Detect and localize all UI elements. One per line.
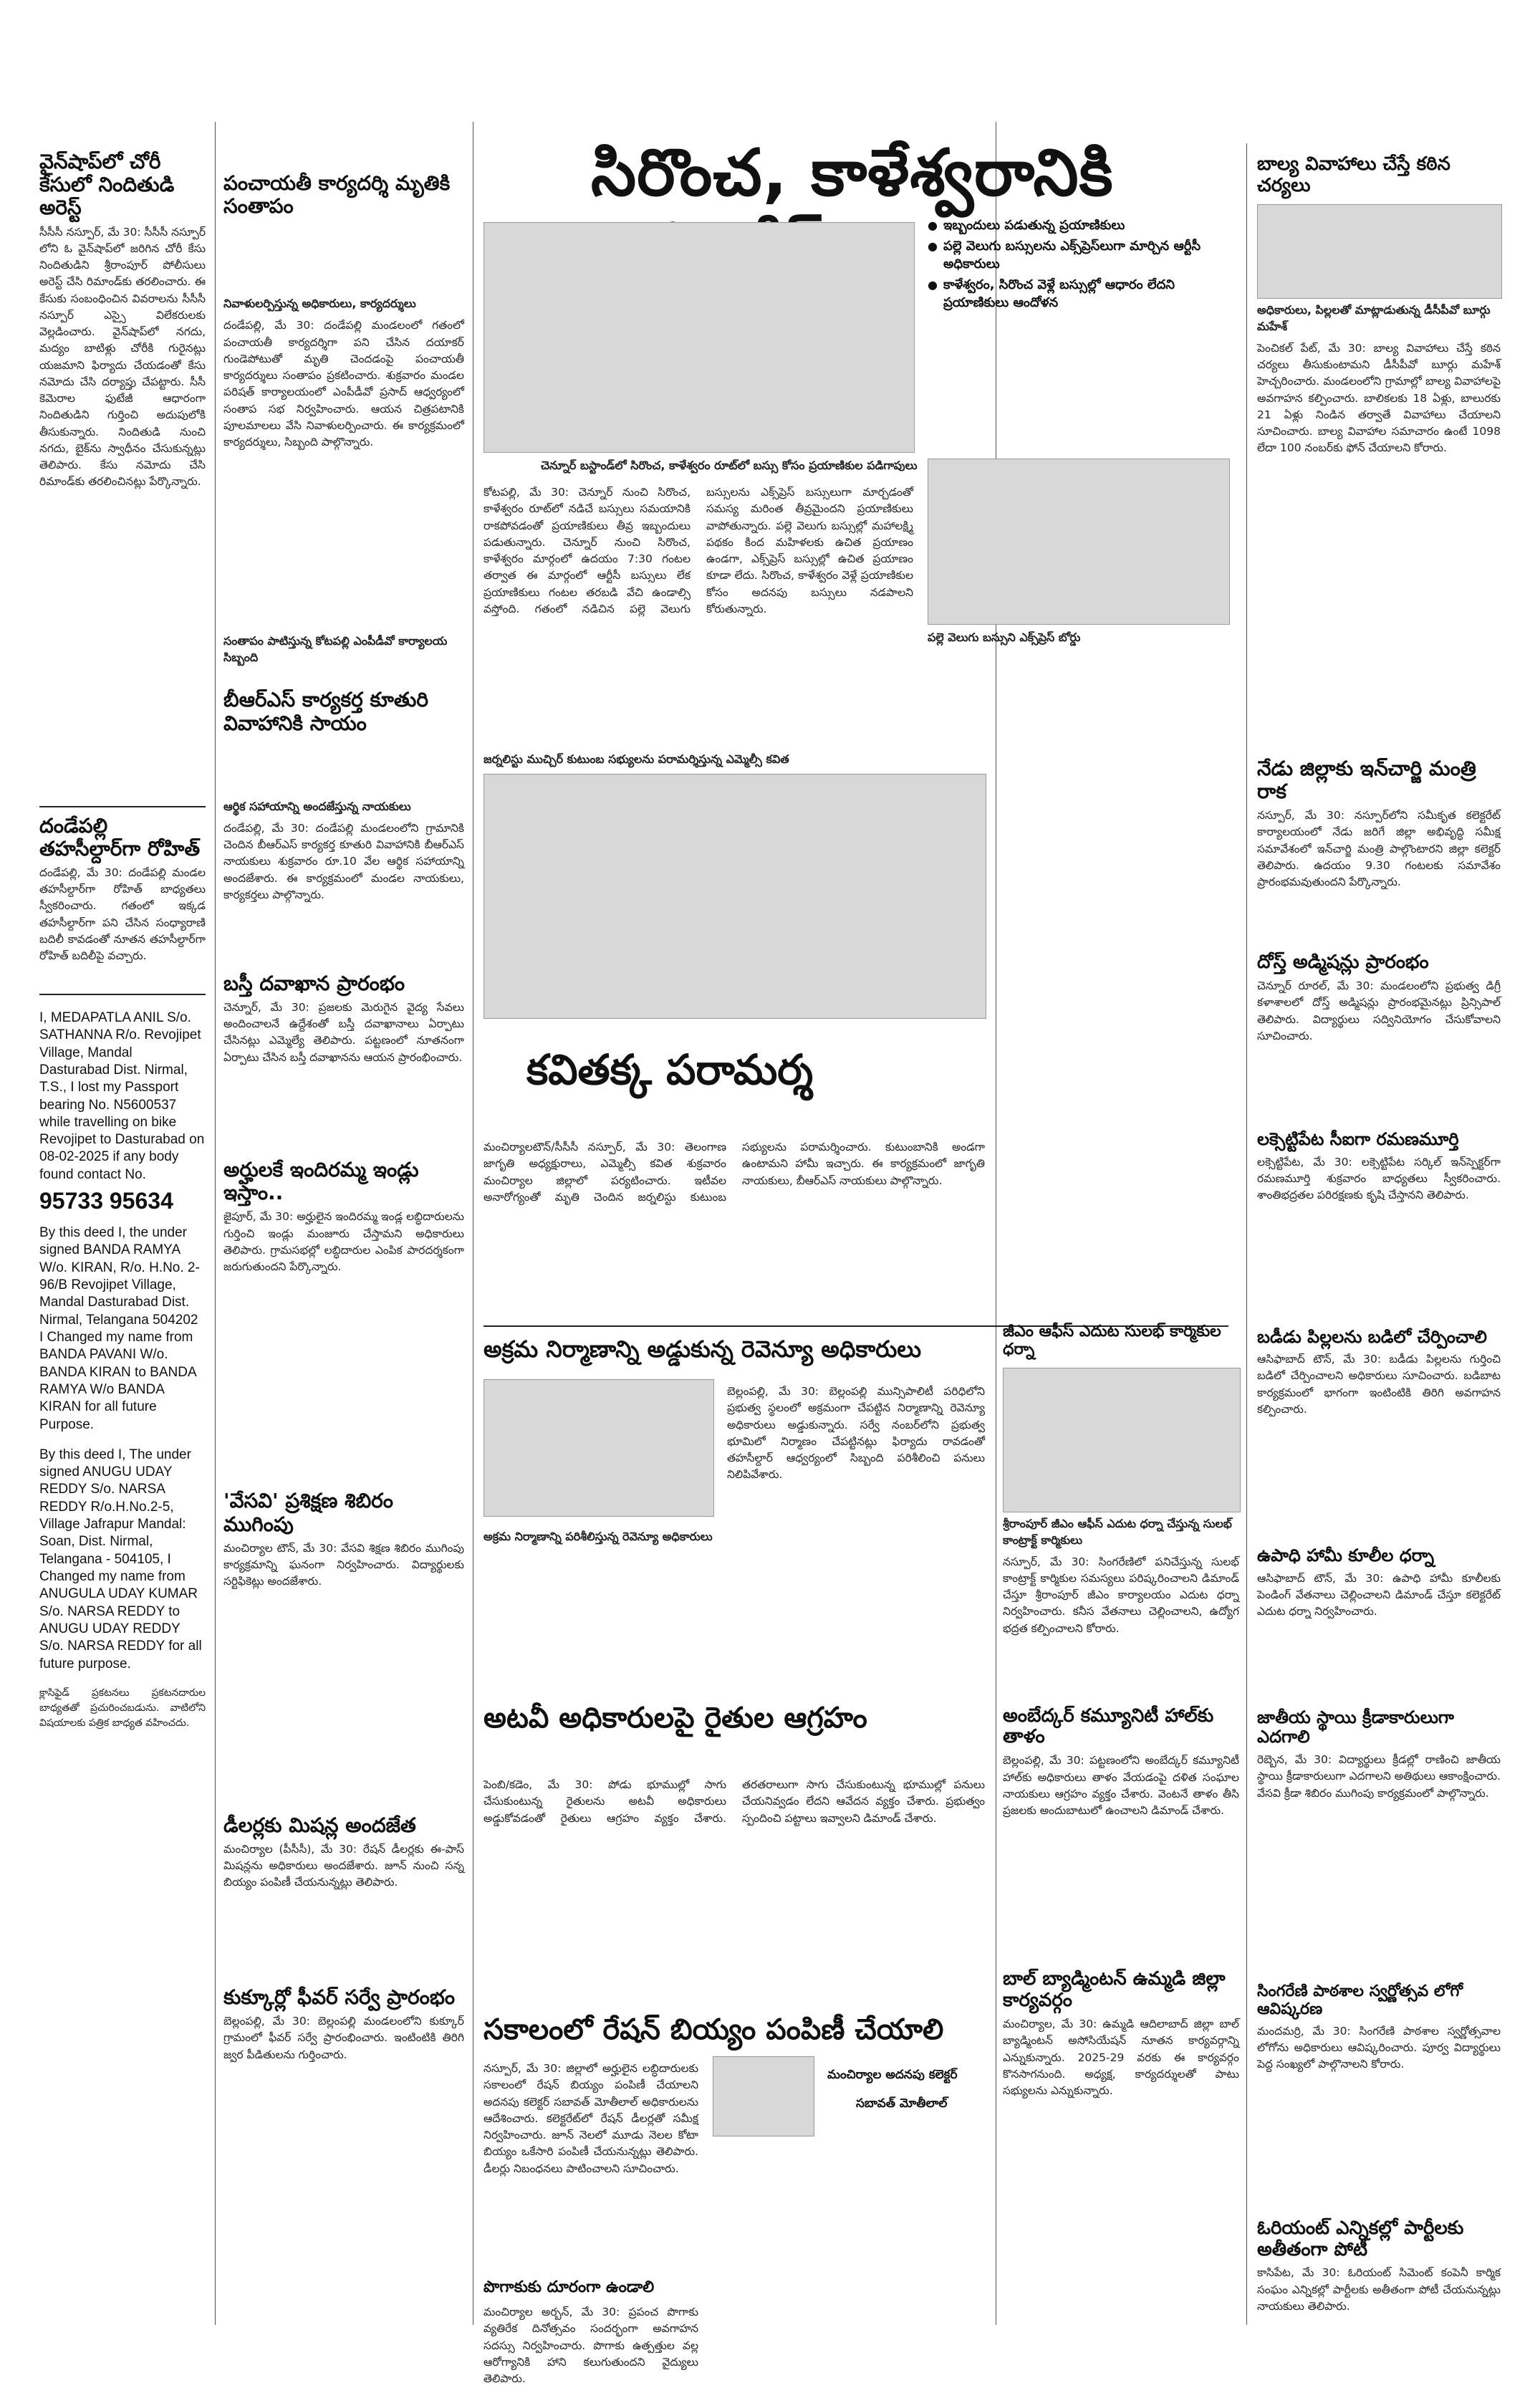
article-body bbox=[928, 656, 1228, 742]
article-body: మంచిర్యాల అర్బన్, మే 30: ప్రపంచ పొగాకు వ్యతిరేక దినోత్సవం సందర్భంగా అవగాహన సదస్సు నిర్వహించారు. పొగాకు ఉత్పత్తుల వల్ల ఆరోగ్యానికి హాని కలుగుతుందని వైద్యులు తెలిపారు. bbox=[483, 2306, 698, 2385]
kavitha-story-body bbox=[483, 1139, 985, 1318]
headline-sulabh-dharna: జీఎం ఆఫీస్ ఎదుట సులభ్ కార్మికుల ధర్నా bbox=[1003, 1323, 1221, 1359]
article-body: దండేపల్లి, మే 30: దండేపల్లి మండలంలోని గ్రామానికి చెందిన బీఆర్ఎస్ కార్యకర్త కూతురి వివాహానికి బీఆర్ఎస్ నాయకులు శుక్రవారం రూ.10 వేల ఆర్థిక సహాయాన్ని అందజేశారు. ఈ కార్యక్రమంలో మండల నాయకులు, కార్యకర్తలు పాల్గొన్నారు. bbox=[223, 821, 464, 901]
headline-ration-rice: సకాలంలో రేషన్ బియ్యం పంపిణీ చేయాలి bbox=[483, 2013, 944, 2046]
article-body: బెల్లంపల్లి, మే 30: పట్టణంలోని అంబేద్కర్ కమ్యూనిటీ హాల్‌కు అధికారులు తాళం వేయడంపై దళిత సంఘాల నాయకులు ఆగ్రహం వ్యక్తం చేశారు. వెంటనే తాళం తీసి ప్రజలకు అందుబాటులో ఉంచాలని డిమాండ్ చేశారు. bbox=[1003, 1754, 1239, 1818]
bullet-icon: ● bbox=[928, 278, 938, 292]
headline-basti-dawakhana: బస్తీ దవాఖాన ప్రారంభం bbox=[223, 971, 405, 995]
article-body: ఆసిఫాబాద్ టౌన్, మే 30: ఉపాధి హామీ కూలీలకు పెండింగ్ వేతనాలు చెల్లించాలని డిమాండ్ చేస్తూ కలెక్టరేట్ ఎదుట ధర్నా నిర్వహించారు. bbox=[1257, 1571, 1501, 1618]
article-body: సీసీసీ నస్పూర్, మే 30: సీసీసీ నస్పూర్ లోని ఓ వైన్‌షాప్‌లో జరిగిన చోరీ కేసు నిందితుడిని శ్రీరాంపూర్ పోలీసులు అరెస్ట్ చేసి రిమాండ్‌కు తరలించారు. ఈ కేసుకు సంబంధించిన వివరాలను సీసీసీ నస్పూర్ ఎస్సై విలేకరులకు వెల్లడించారు. వైన్‌షాప్‌లో నగదు, మద్యం బాటిళ్లు చోరీకి గురైనట్లు యజమాని ఫిర్యాదు చేయడంతో కేసు నమోదు చేసి దర్యాప్తు చేపట్టారు. సీసీ కెమెరాల ఫుటేజీ ఆధారంగా నిందితుడిని గుర్తించి అదుపులోకి తీసుకున్నారు. నిందితుడి నుంచి నగదు, బైక్‌ను స్వాధీనం చేసుకున్నట్లు తెలిపారు. కేసు నమోదు చేసి రిమాండ్‌కు తరలించినట్లు పేర్కొన్నారు. bbox=[39, 225, 206, 489]
classified-notice-name-change: By this deed I, the under signed BANDA RAMYA W/o. KIRAN, R/o. H.No. 2-96/B Revojipet Village, Mandal Dasturabad Dist. Nirmal, Telangana 504202 I Changed my name from BANDA PAVANI W/o. BANDA KIRAN to BANDA RAMYA W/o BANDA KIRAN for all future Purpose. bbox=[39, 1225, 200, 1432]
bullet-icon: ● bbox=[928, 239, 938, 253]
article-body bbox=[1003, 1143, 1239, 1308]
headline-summer-camp: 'వేసవి' ప్రశిక్షణ శిబిరం ముగింపు bbox=[223, 1489, 393, 1536]
column-5 bbox=[1257, 154, 1501, 2339]
photo-bus-stand bbox=[483, 222, 915, 453]
headline-minister-visit: నేడు జిల్లాకు ఇన్‌చార్జి మంత్రి రాక bbox=[1257, 756, 1476, 803]
headline-fever-survey: కుక్కూర్లో ఫీవర్ సర్వే ప్రారంభం bbox=[223, 1985, 456, 2009]
article-body: ఆసిఫాబాద్ టౌన్, మే 30: బడీడు పిల్లలను గుర్తించి బడిలో చేర్పించాలని అధికారులు సూచించారు. బడిబాట కార్యక్రమంలో భాగంగా ఇంటింటికి తిరిగి అవగాహన కల్పించారు. bbox=[1257, 1353, 1501, 1416]
headline-buses: సిరొంచ, కాళేశ్వరానికి bbox=[591, 135, 1114, 211]
photo-additional-collector bbox=[713, 2056, 814, 2136]
photo-caption: చెన్నూర్ బస్టాండ్‌లో సిరొంచ, కాళేశ్వరం రూట్‌లో బస్సు కోసం ప్రయాణికుల పడిగాపులు bbox=[541, 459, 918, 472]
headline-dealers-machines: డీలర్లకు మిషన్ల అందజేత bbox=[223, 1813, 416, 1837]
headline-school-enrolment: బడీడు పిల్లలను బడిలో చేర్పించాలి bbox=[1257, 1326, 1487, 1347]
headline-wine-shop-theft: వైన్‌షాప్‌లో చోరీ కేసులో నిందితుడి అరెస్ట్ bbox=[39, 150, 175, 220]
headline-indiramma: అర్హులకే ఇందిరమ్మ ఇండ్లు ఇస్తాం.. bbox=[223, 1157, 419, 1205]
article-body: మంచిర్యాల టౌన్, మే 30: వేసవి శిక్షణ శిబిరం ముగింపు కార్యక్రమాన్ని ఘనంగా నిర్వహించారు. విద్యార్థులకు సర్టిఫికెట్లు అందజేశారు. bbox=[223, 1541, 464, 1588]
headline-kavitha: కవితక్క పరామర్శ bbox=[526, 1045, 814, 1094]
bullet-point: ● ఇబ్బందులు పడుతున్న ప్రయాణికులు bbox=[928, 218, 1125, 233]
classified-notice-name-change: By this deed I, The under signed ANUGU UDAY REDDY S/o. NARSA REDDY R/o.H.No.2-5, Village Jafrapur Mandal: Soan, Dist. Nirmal, Telangana - 504105, I Changed my name from ANUGULA UDAY KUMAR S/o. NARSA REDDY to ANUGU UDAY REDDY S/o. NARSA REDDY for all future purpose. bbox=[39, 1447, 202, 1671]
article-body: చెన్నూర్ రూరల్, మే 30: మండలంలోని ప్రభుత్వ డిగ్రీ కళాశాలలో దోస్త్ అడ్మిషన్లు ప్రారంభమైనట్లు ప్రిన్సిపాల్ తెలిపారు. విద్యార్థులు సద్వినియోగం చేసుకోవాలని సూచించారు. bbox=[1257, 979, 1501, 1042]
photo-kavitha-visit bbox=[483, 774, 986, 1019]
article-body: నస్పూర్, మే 30: సింగరేణిలో పనిచేస్తున్న సులభ్ కాంట్రాక్ట్ కార్మికుల సమస్యలు పరిష్కరించాలని డిమాండ్ చేస్తూ శ్రీరాంపూర్ జీఎం కార్యాలయం ఎదుట ధర్నా నిర్వహించారు. కనీస వేతనాలు చెల్లించాలని, ఉద్యోగ భద్రత కల్పించాలని కోరారు. bbox=[1003, 1555, 1239, 1635]
headline-child-marriage: బాల్య వివాహాలు చేస్తే కఠిన చర్యలు bbox=[1257, 153, 1450, 196]
column-2 bbox=[223, 172, 464, 2339]
article-body: జైపూర్, మే 30: అర్హులైన ఇందిరమ్మ ఇండ్ల లబ్ధిదారులను గుర్తించి ఇండ్లు మంజూరు చేస్తామని అధికారులు తెలిపారు. గ్రామసభల్లో లబ్ధిదారుల ఎంపిక పారదర్శకంగా జరుగుతుందని పేర్కొన్నారు. bbox=[223, 1210, 464, 1274]
article-body: లక్సెట్టిపేట, మే 30: లక్సెట్టిపేట సర్కిల్ ఇన్‌స్పెక్టర్‌గా రమణమూర్తి శుక్రవారం బాధ్యతలు స్వీకరించారు. శాంతిభద్రతల పరిరక్షణకు కృషి చేస్తానని తెలిపారు. bbox=[1257, 1155, 1501, 1202]
article-body: మంచిర్యాల, మే 30: ఉమ్మడి ఆదిలాబాద్ జిల్లా బాల్ బ్యాడ్మింటన్ అసోసియేషన్ నూతన కార్యవర్గాన్ని ఎన్నుకున్నారు. 2025-29 వరకు ఈ కార్యవర్గం కొనసాగనుంది. అధ్యక్ష, కార్యదర్శులతో పాటు సభ్యులను ఎన్నుకున్నారు. bbox=[1003, 2018, 1239, 2098]
photo-caption: అక్రమ నిర్మాణాన్ని పరిశీలిస్తున్న రెవెన్యూ అధికారులు bbox=[483, 1530, 713, 1543]
column-rule bbox=[1246, 143, 1247, 2325]
photo-caption: జర్నలిస్టు ముచ్చిర్ కుటుంబ సభ్యులను పరామర్శిస్తున్న ఎమ్మెల్సీ కవిత bbox=[483, 752, 789, 766]
article-body: పెంచికల్ పేట్, మే 30: బాల్య వివాహాలు చేస్తే కఠిన చర్యలు తీసుకుంటామని డీసీపీవో బూర్గు మహేశ్ హెచ్చరించారు. మండలంలోని గ్రామాల్లో బాల్య వివాహాలపై అవగాహన కల్పించారు. బాలికలకు 18 ఏళ్లు, బాలురకు 21 ఏళ్లు నిండిన తర్వాతే వివాహాలు చేయాలని సూచించారు. బాల్య వివాహాల సమాచారం ఉంటే 1098 లేదా 100 నంబర్‌కు ఫోన్ చేయాలని కోరారు. bbox=[1257, 341, 1501, 455]
headline-tobacco: పొగాకుకు దూరంగా ఉండాలి bbox=[483, 2278, 655, 2296]
headline-orient-elections: ఓరియంట్ ఎన్నికల్లో పార్టీలకు అతీతంగా పోటీ bbox=[1257, 2217, 1464, 2260]
headline-brs-aid: బీఆర్ఎస్ కార్యకర్త కూతురి వివాహానికి సాయం bbox=[223, 688, 428, 735]
lead-bullets bbox=[928, 215, 1228, 316]
headline-sports: జాతీయ స్థాయి క్రీడాకారులుగా ఎదగాలి bbox=[1257, 1707, 1454, 1747]
classified-disclaimer: క్లాసిఫైడ్ ప్రకటనలు ప్రకటనదారుల బాధ్యతతో ప్రచురించబడును. వాటిలోని విషయాలకు పత్రిక బాధ్యత వహించదు. bbox=[39, 1687, 206, 1729]
photo-bus-board bbox=[928, 459, 1230, 625]
classified-notice-passport: I, MEDAPATLA ANIL S/o. SATHANNA R/o. Revojipet Village, Mandal Dasturabad Dist. Nirmal, T.S., I lost my Passport bearing No. N5600537 while travelling on bike Revojipet to Dasturabad on 08-02-2025 if any body found contact No. bbox=[39, 1009, 205, 1182]
column-1 bbox=[39, 150, 206, 2339]
article-body: బెల్లంపల్లి, మే 30: బెల్లంపల్లి మండలంలోని కుక్కూర్ గ్రామంలో ఫీవర్ సర్వే ప్రారంభించారు. ఇంటింటికి తిరిగి జ్వర పీడితులను గుర్తించారు. bbox=[223, 2015, 464, 2061]
article-body: దండేపల్లి, మే 30: దండేపల్లి మండల తహసీల్దార్‌గా రోహిత్ బాధ్యతలు స్వీకరించారు. గతంలో ఇక్కడ తహసీల్దార్‌గా పని చేసిన సంధ్యారాణి బదిలీ కావడంతో నూతన తహసీల్దార్‌గా రోహిత్ బదిలీపై వచ్చారు. bbox=[39, 865, 206, 963]
illegal-construction-story bbox=[483, 1336, 985, 1766]
photo-child-marriage bbox=[1257, 204, 1502, 299]
photo-caption: నివాళులర్పిస్తున్న అధికారులు, కార్యదర్శులు bbox=[223, 297, 416, 311]
bullet-icon: ● bbox=[928, 219, 938, 232]
byline: సబావత్ మోతీలాల్ bbox=[856, 2096, 948, 2111]
headline-forest-officials: అటవీ అధికారులపై రైతుల ఆగ్రహం bbox=[483, 1702, 867, 1735]
article-body: మందమర్రి, మే 30: సింగరేణి పాఠశాల స్వర్ణోత్సవాల లోగోను అధికారులు ఆవిష్కరించారు. పూర్వ విద్యార్థులు పెద్ద సంఖ్యలో పాల్గొనాలని కోరారు. bbox=[1257, 2024, 1501, 2071]
article-body bbox=[713, 2146, 985, 2318]
headline-nrega-dharna: ఉపాధి హామీ కూలీల ధర్నా bbox=[1257, 1545, 1434, 1566]
photo-caption: పల్లె వెలుగు బస్సుని ఎక్స్‌ప్రెస్ బోర్డు bbox=[928, 630, 1081, 644]
headline-condolence: పంచాయతీ కార్యదర్శి మృతికి సంతాపం bbox=[223, 171, 451, 219]
article-body: బెల్లంపల్లి, మే 30: బెల్లంపల్లి మున్సిపాలిటీ పరిధిలోని ప్రభుత్వ స్థలంలో అక్రమంగా చేపట్టిన నిర్మాణాన్ని రెవెన్యూ అధికారులు అడ్డుకున్నారు. సర్వే నంబర్‌లోని ప్రభుత్వ భూమిలో నిర్మాణం చేపట్టినట్లు ఫిర్యాదు రావడంతో తహసీల్దార్ ఆధ్వర్యంలో సిబ్బంది పరిశీలించి పనులు నిలిపివేశారు. bbox=[727, 1385, 985, 1482]
forest-story-body bbox=[483, 1777, 985, 1992]
classified-phone: 95733 95634 bbox=[39, 1188, 173, 1214]
bullet-point: ● కాళేశ్వరం, సిరొంచ వెళ్లే బస్సుల్లో ఆధారం లేదని ప్రయాణికులు ఆందోళన bbox=[928, 277, 1175, 310]
article-body: దండేపల్లి, మే 30: దండేపల్లి మండలంలో గతంలో పంచాయతీ కార్యదర్శిగా పని చేసిన దయాకర్ గుండెపోటుతో మృతి చెందడంపై పంచాయతీ కార్యదర్శులు సంతాపం ప్రకటించారు. శుక్రవారం మండల పరిషత్ కార్యాలయంలో ఎంపీడీవో ప్రసాద్ ఆధ్వర్యంలో సంతాప సభ నిర్వహించారు. ఆయన చిత్రపటానికి పూలమాలలు వేసి నివాళులర్పించారు. ఈ కార్యక్రమంలో కార్యదర్శులు, సిబ్బంది పాల్గొన్నారు. bbox=[223, 319, 464, 449]
divider bbox=[39, 994, 206, 995]
article-body: మంచిర్యాల (పీసీసీ), మే 30: రేషన్ డీలర్లకు ఈ-పాస్ మిషన్లను అధికారులు అందజేశారు. జూన్ నుంచి సన్న బియ్యం పంపిణీ చేయనున్నట్లు తెలిపారు. bbox=[223, 1842, 464, 1889]
photo-caption: ఆర్థిక సహాయాన్ని అందజేస్తున్న నాయకులు bbox=[223, 799, 411, 813]
photo-caption: సంతాపం పాటిస్తున్న కోటపల్లి ఎంపీడీవో కార్యాలయ సిబ్బంది bbox=[223, 634, 448, 665]
article-body: నస్పూర్, మే 30: జిల్లాలో అర్హులైన లబ్ధిదారులకు సకాలంలో రేషన్ బియ్యం పంపిణీ చేయాలని అదనపు కలెక్టర్ సబావత్ మోతీలాల్ అధికారులను ఆదేశించారు. కలెక్టరేట్‌లో రేషన్ డీలర్లతో సమీక్ష నిర్వహించారు. జూన్ నెలలో మూడు నెలల కోటా బియ్యం ఒకేసారి పంపిణీ చేయనున్నట్లు తెలిపారు. డీలర్లు నిబంధనలు పాటించాలని సూచించారు. bbox=[483, 2062, 698, 2175]
article-body: చెన్నూర్, మే 30: ప్రజలకు మెరుగైన వైద్య సేవలు అందించాలనే ఉద్దేశంతో బస్తీ దవాఖానాలు ఏర్పాటు చేసినట్లు ఎమ్మెల్యే తెలిపారు. పట్టణంలో నూతనంగా ఏర్పాటు చేసిన బస్తీ దవాఖానను ఆయన ప్రారంభించారు. bbox=[223, 1000, 464, 1064]
headline-illegal-construction: అక్రమ నిర్మాణాన్ని అడ్డుకున్న రెవెన్యూ అధికారులు bbox=[483, 1335, 922, 1363]
column-rule bbox=[215, 122, 216, 2325]
article-body: మంచిర్యాలటౌన్/సీసీసీ నస్పూర్, మే 30: తెలంగాణ జాగృతి అధ్యక్షురాలు, ఎమ్మెల్సీ కవిత శుక్రవారం మంచిర్యాల జిల్లాలో పర్యటించారు. ఇటీవల అనారోగ్యంతో మృతి చెందిన జర్నలిస్టు కుటుంబ సభ్యులను పరామర్శించారు. కుటుంబానికి అండగా ఉంటామని హామీ ఇచ్చారు. ఈ కార్యక్రమంలో జాగృతి నాయకులు, బీఆర్ఎస్ నాయకులు పాల్గొన్నారు. bbox=[483, 1141, 985, 1204]
article-body: పెంబి/కడెం, మే 30: పోడు భూముల్లో సాగు చేసుకుంటున్న రైతులను అటవీ అధికారులు అడ్డుకోవడంతో రైతులు ఆగ్రహం వ్యక్తం చేశారు. తరతరాలుగా సాగు చేసుకుంటున్న భూముల్లో పనులు చేయనివ్వడం లేదని ఆవేదన వ్యక్తం చేశారు. ప్రభుత్వం స్పందించి పట్టాలు ఇవ్వాలని డిమాండ్ చేశారు. bbox=[483, 1778, 985, 1825]
divider bbox=[39, 806, 206, 807]
photo-illegal-construction bbox=[483, 1379, 714, 1517]
photo-sulabh-dharna bbox=[1003, 1368, 1241, 1512]
column-4-lower bbox=[1003, 1139, 1239, 2339]
photo-caption: అధికారులు, పిల్లలతో మాట్లాడుతున్న డీసీపీవో బూర్గు మహేశ్ bbox=[1257, 302, 1491, 333]
headline-luxettipet-ci: లక్సెట్టిపేట సీఐగా రమణమూర్తి bbox=[1257, 1129, 1459, 1150]
article-body: రెబ్బెన, మే 30: విద్యార్థులు క్రీడల్లో రాణించి జాతీయ స్థాయి క్రీడాకారులుగా ఎదగాలని అతిథులు ఆకాంక్షించారు. వేసవి క్రీడా శిబిరం ముగింపు కార్యక్రమంలో పాల్గొన్నారు. bbox=[1257, 1753, 1501, 1800]
lead-story bbox=[483, 136, 1228, 1132]
headline-tahsildar: దండేపల్లి తహసీల్దార్‌గా రోహిత్ bbox=[39, 813, 201, 860]
headline-logo-launch: సింగరేణి పాఠశాల స్వర్ణోత్సవ లోగో ఆవిష్కరణ bbox=[1257, 1982, 1463, 2019]
byline: మంచిర్యాల అదనపు కలెక్టర్ bbox=[827, 2068, 958, 2082]
bullet-point: ● పల్లె వెలుగు బస్సులను ఎక్స్‌ప్రెస్‌లుగా మార్చిన ఆర్టీసీ అధికారులు bbox=[928, 239, 1201, 272]
article-body: నస్పూర్, మే 30: నస్పూర్‌లోని సమీకృత కలెక్టరేట్ కార్యాలయంలో నేడు జరిగే జిల్లా అభివృద్ధి సమీక్ష సమావేశంలో ఇన్‌చార్జి మంత్రి పాల్గొంటారని జిల్లా కలెక్టర్ తెలిపారు. ఉదయం 9.30 గంటలకు సమావేశం ప్రారంభమవుతుందని పేర్కొన్నారు. bbox=[1257, 809, 1501, 889]
article-body: కోటపల్లి, మే 30: చెన్నూర్ నుంచి సిరొంచ, కాళేశ్వరం రూట్‌లో నడిచే బస్సులు సమయానికి రాకపోవడంతో ప్రయాణికులు తీవ్ర ఇబ్బందులు పడుతున్నారు. చెన్నూర్ నుంచి సిరొంచ, కాళేశ్వరం మార్గంలో ఉదయం 7:30 గంటల తర్వాత ఈ మార్గంలో ఆర్టీసీ బస్సులు లేక ప్రయాణికులు గంటల తరబడి వేచి ఉండాల్సి వస్తోంది. గతంలో నడిచిన పల్లె వెలుగు బస్సులను ఎక్స్‌ప్రెస్ బస్సులుగా మార్చడంతో సమస్య మరింత తీవ్రమైందని ప్రయాణికులు వాపోతున్నారు. పల్లె వెలుగు బస్సుల్లో మహాలక్ష్మి పథకం కింద మహిళలకు ఉచిత ప్రయాణం ఉండగా, ఎక్స్‌ప్రెస్ బస్సుల్లో ఉచిత ప్రయాణం కూడా లేదు. సిరొంచ, కాళేశ్వరం వెళ్లే ప్రయాణికుల కోసం అదనపు బస్సులు నడపాలని కోరుతున్నారు. bbox=[483, 486, 913, 615]
article-body: కాసిపేట, మే 30: ఓరియంట్ సిమెంట్ కంపెనీ కార్మిక సంఘం ఎన్నికల్లో పార్టీలకు అతీతంగా పోటీ చేయనున్నట్లు నాయకులు తెలిపారు. bbox=[1257, 2266, 1501, 2313]
headline-ambedkar-hall: అంబేద్కర్ కమ్యూనిటీ హాల్‌కు తాళం bbox=[1003, 1704, 1214, 1748]
headline-ball-badminton: బాల్ బ్యాడ్మింటన్ ఉమ్మడి జిల్లా కార్యవర్గం bbox=[1003, 1968, 1226, 2012]
photo-caption: శ్రీరాంపూర్ జీఎం ఆఫీస్ ఎదుట ధర్నా చేస్తున్న సులభ్ కాంట్రాక్ట్ కార్మికులు bbox=[1003, 1516, 1232, 1547]
headline-dost-admissions: దోస్త్ అడ్మిషన్లు ప్రారంభం bbox=[1257, 951, 1429, 974]
